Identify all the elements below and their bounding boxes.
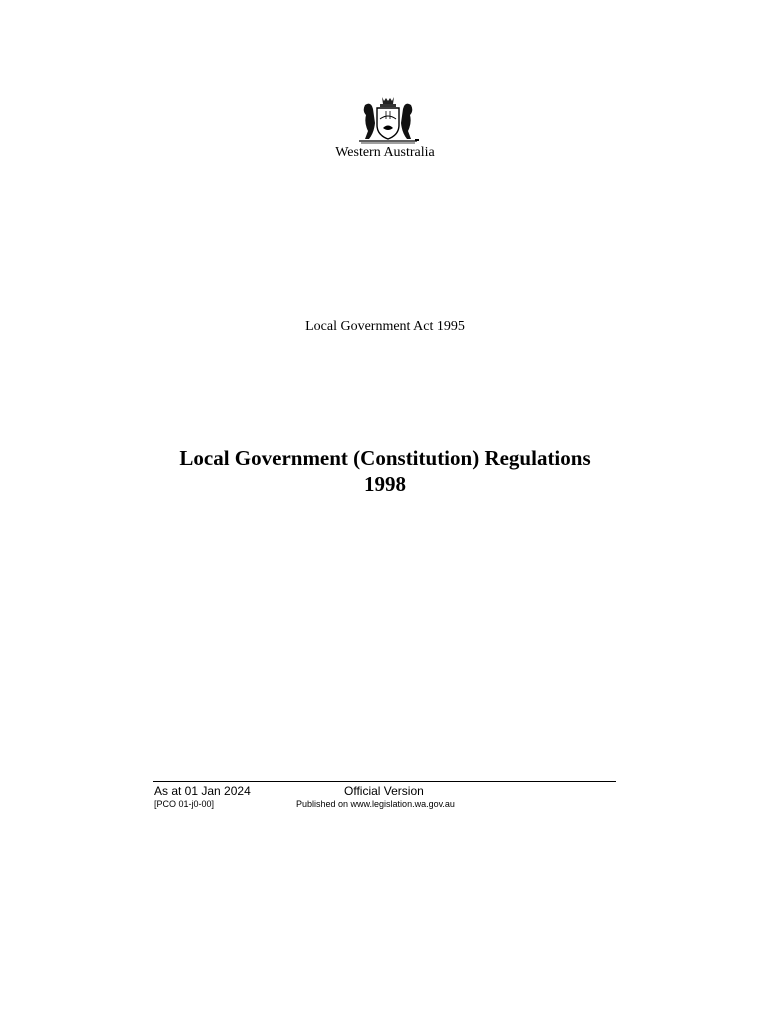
published-notice: Published on www.legislation.wa.gov.au <box>296 799 455 809</box>
document-title-line-2: 1998 <box>364 472 406 496</box>
as-at-date: As at 01 Jan 2024 <box>154 784 251 798</box>
pco-reference: [PCO 01-j0-00] <box>154 799 215 809</box>
parent-act-title: Local Government Act 1995 <box>305 319 465 334</box>
document-title <box>150 445 620 497</box>
document-title-line-1: Local Government (Constitution) Regulations <box>179 446 591 470</box>
jurisdiction-label: Western Australia <box>335 145 435 160</box>
version-label: Official Version <box>344 784 424 798</box>
footer-divider <box>153 781 616 782</box>
coat-of-arms-icon <box>355 95 421 145</box>
